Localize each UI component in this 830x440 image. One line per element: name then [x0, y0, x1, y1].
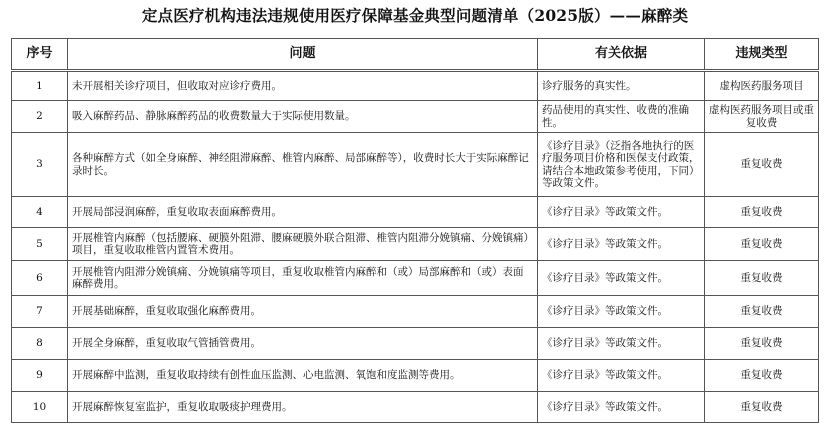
row-basis: 《诊疗目录》等政策文件。 — [538, 228, 705, 261]
table-row — [12, 133, 819, 197]
row-type: 虚构医药服务项目或重复收费 — [705, 101, 819, 133]
row-type: 重复收费 — [705, 392, 819, 423]
row-no: 9 — [12, 360, 68, 392]
row-type: 重复收费 — [705, 133, 819, 197]
row-issue: 开展全身麻醉，重复收取气管插管费用。 — [68, 328, 538, 360]
table-row — [12, 197, 819, 228]
row-basis: 药品使用的真实性、收费的准确性。 — [538, 101, 705, 133]
row-no: 10 — [12, 392, 68, 423]
row-type: 重复收费 — [705, 296, 819, 328]
row-issue: 开展椎管内麻醉（包括腰麻、硬膜外阻滞、腰麻硬膜外联合阻滞、椎管内阻滞分娩镇痛、分娩镇痛）项目，重复收取椎管内置管术费用。 — [68, 228, 538, 261]
row-no: 3 — [12, 133, 68, 197]
table-row — [12, 328, 819, 360]
row-issue: 开展麻醉中监测，重复收取持续有创性血压监测、心电监测、氧饱和度监测等费用。 — [68, 360, 538, 392]
table-row — [12, 228, 819, 261]
table-header-row — [12, 39, 819, 71]
row-type: 重复收费 — [705, 261, 819, 296]
header-basis: 有关依据 — [538, 39, 705, 71]
header-no: 序号 — [12, 39, 68, 71]
issue-table — [11, 38, 819, 423]
table-row — [12, 101, 819, 133]
row-type: 重复收费 — [705, 360, 819, 392]
row-no: 2 — [12, 101, 68, 133]
table-row — [12, 296, 819, 328]
row-issue: 未开展相关诊疗项目，但收取对应诊疗费用。 — [68, 71, 538, 101]
table-row — [12, 392, 819, 423]
row-basis: 《诊疗目录》等政策文件。 — [538, 328, 705, 360]
header-issue: 问题 — [68, 39, 538, 71]
header-type: 违规类型 — [705, 39, 819, 71]
document-title: 定点医疗机构违法违规使用医疗保障基金典型问题清单（2025版）——麻醉类 — [141, 6, 689, 25]
row-no: 4 — [12, 197, 68, 228]
row-basis: 《诊疗目录》等政策文件。 — [538, 296, 705, 328]
row-basis: 《诊疗目录》等政策文件。 — [538, 360, 705, 392]
row-issue: 开展基础麻醉，重复收取强化麻醉费用。 — [68, 296, 538, 328]
row-no: 7 — [12, 296, 68, 328]
row-issue: 吸入麻醉药品、静脉麻醉药品的收费数量大于实际使用数量。 — [68, 101, 538, 133]
row-type: 重复收费 — [705, 197, 819, 228]
row-basis: 《诊疗目录》等政策文件。 — [538, 392, 705, 423]
row-no: 8 — [12, 328, 68, 360]
row-issue: 开展局部浸润麻醉，重复收取表面麻醉费用。 — [68, 197, 538, 228]
row-type: 重复收费 — [705, 228, 819, 261]
table-row — [12, 360, 819, 392]
row-issue: 开展麻醉恢复室监护，重复收取吸痰护理费用。 — [68, 392, 538, 423]
row-no: 1 — [12, 71, 68, 101]
table-row — [12, 261, 819, 296]
row-issue: 各种麻醉方式（如全身麻醉、神经阻滞麻醉、椎管内麻醉、局部麻醉等），收费时长大于实际麻醉记录时长。 — [68, 133, 538, 197]
row-type: 虚构医药服务项目 — [705, 71, 819, 101]
row-issue: 开展椎管内阻滞分娩镇痛、分娩镇痛等项目，重复收取椎管内麻醉和（或）局部麻醉和（或）表面麻醉费用。 — [68, 261, 538, 296]
row-basis: 《诊疗目录》（泛指各地执行的医疗服务项目价格和医保支付政策，请结合本地政策参考使用，下同）等政策文件。 — [538, 133, 705, 197]
row-type: 重复收费 — [705, 328, 819, 360]
row-basis: 《诊疗目录》等政策文件。 — [538, 261, 705, 296]
row-basis: 诊疗服务的真实性。 — [538, 71, 705, 101]
row-no: 6 — [12, 261, 68, 296]
row-basis: 《诊疗目录》等政策文件。 — [538, 197, 705, 228]
table-row — [12, 71, 819, 101]
row-no: 5 — [12, 228, 68, 261]
